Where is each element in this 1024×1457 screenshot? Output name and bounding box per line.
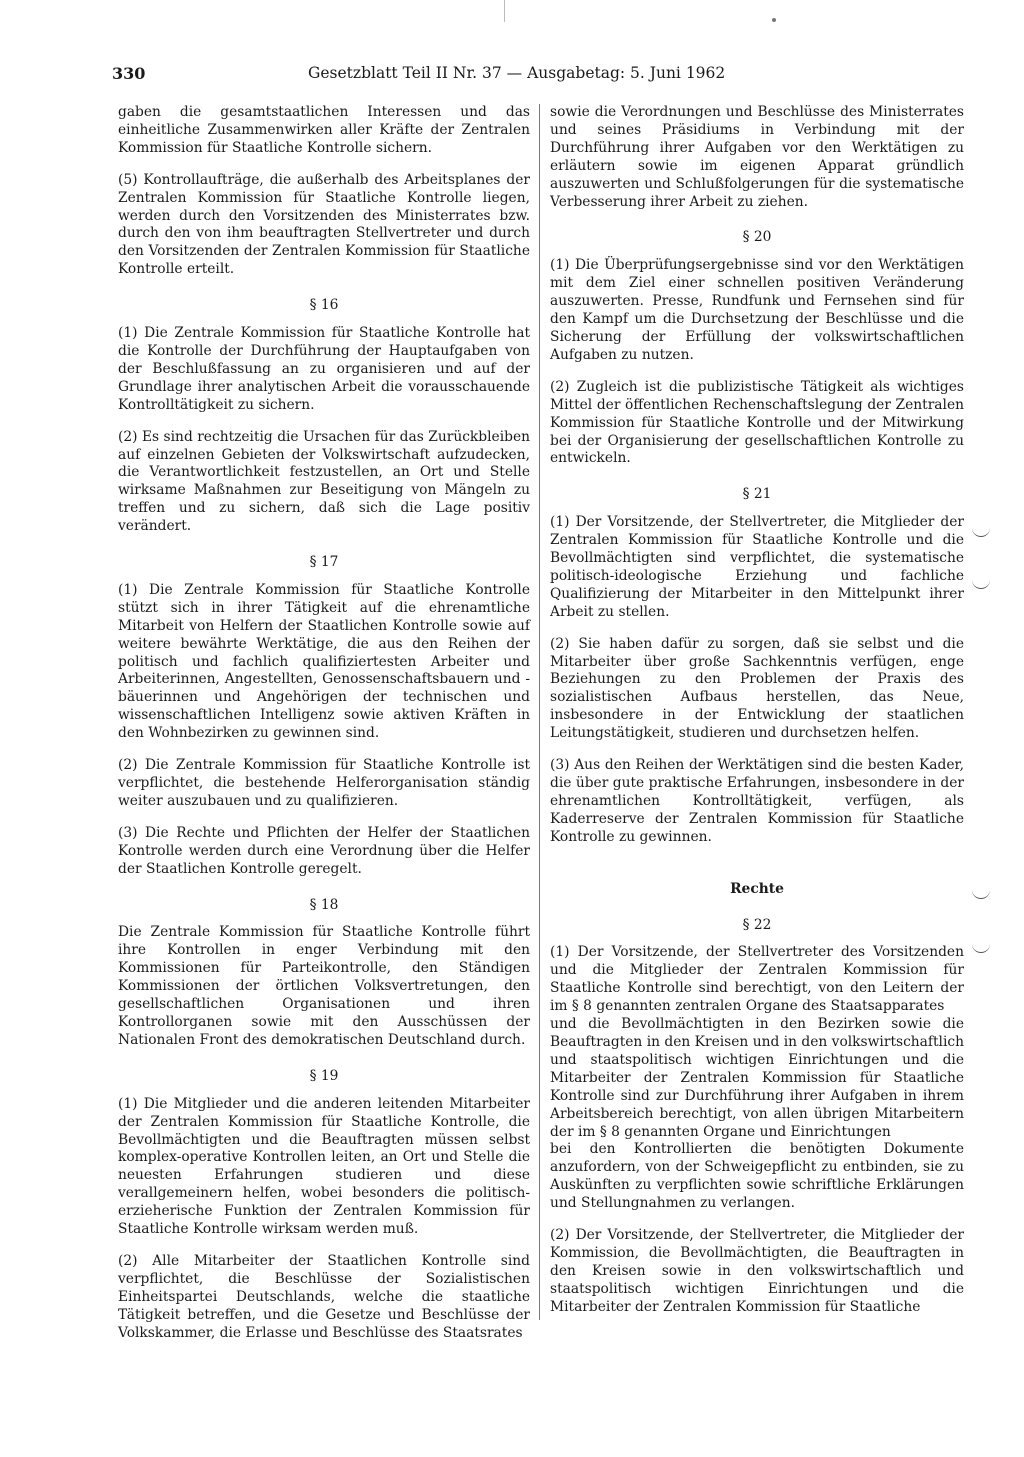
section-number: § 17 xyxy=(309,554,339,571)
margin-mark xyxy=(972,580,990,589)
paragraph: (1) Der Vorsitzende, der Stellvertreter des Vorsitzenden und die Mitglieder der Zentralen Kommission für Staatliche Kontrolle sind berechtigt, von den Leitern der im § 8 genannten zentralen Organe des Staatsapparates xyxy=(550,944,964,1015)
section-heading: Rechte xyxy=(730,880,784,897)
paragraph: (1) Der Vorsitzende, der Stellvertreter, die Mitglieder der Zentralen Kommission für Staatliche Kontrolle und die Bevollmächtigten sind verpflichtet, die systematische politisch-ideologische Erziehung und fachliche Qualifizierung der Mitarbeiter in den Mittelpunkt ihrer Arbeit zu stellen. xyxy=(550,514,964,620)
paragraph: (2) Es sind rechtzeitig die Ursachen für das Zurückbleiben auf einzelnen Gebieten der Volkswirtschaft aufzudecken, die Verantwortlichkeit festzustellen, an Ort und Stelle wirksame Maßnahmen zur Beseitigung von Mängeln zu treffen und zu sichern, daß sich die Lage positiv verändert. xyxy=(118,428,530,535)
left-column xyxy=(118,104,530,1356)
paragraph: sowie die Verordnungen und Beschlüsse des Ministerrates und seines Präsidiums in Verbindung mit der Durchführung ihrer Aufgaben vor den Werktätigen zu erläutern sowie im eigenen Apparat gründlich auszuwerten und Schlußfolgerungen für die systematische Verbesserung ihrer Arbeit zu ziehen. xyxy=(550,104,964,210)
section-number: § 16 xyxy=(309,297,339,314)
paragraph: (3) Aus den Reihen der Werktätigen sind die besten Kader, die über gute praktische Erfahrungen, insbesondere in der ehrenamtlichen Kontrolltätigkeit, verfügen, als Kaderreserve der Zentralen Kommission für Staatliche Kontrolle zu gewinnen. xyxy=(550,757,964,845)
paragraph: gaben die gesamtstaatlichen Interessen und das einheitliche Zusammenwirken aller Kräfte der Zentralen Kommission für Staatliche Kontrolle sichern. xyxy=(118,104,530,156)
margin-mark xyxy=(972,944,990,953)
paragraph: Die Zentrale Kommission für Staatliche Kontrolle führt ihre Kontrollen in enger Verbindung mit den Kommissionen für Parteikontrolle, den Ständigen Kommissionen der örtlichen Volksvertretungen, den gesellschaftlichen Organisationen und ihren Kontrollorganen sowie mit den Ausschüssen der Nationalen Front des demokratischen Deutschland durch. xyxy=(118,924,530,1048)
section-number: § 21 xyxy=(742,486,772,503)
right-column xyxy=(550,104,964,1331)
paragraph: (2) Sie haben dafür zu sorgen, daß sie selbst und die Mitarbeiter über große Sachkenntnis verfügen, enge Beziehungen zu den Problemen der Praxis des sozialistischen Aufbaus herstellen, das Neue, insbesondere in der Entwicklung der staatlichen Leitungstätigkeit, studieren und durchsetzen helfen. xyxy=(550,635,964,742)
paragraph: (3) Die Rechte und Pflichten der Helfer der Staatlichen Kontrolle werden durch eine Verordnung über die Helfer der Staatlichen Kontrolle geregelt. xyxy=(118,824,530,877)
section-number: § 18 xyxy=(309,896,339,913)
header-title: Gesetzblatt Teil II Nr. 37 — Ausgabetag: 5. Juni 1962 xyxy=(308,64,726,82)
paragraph: (5) Kontrollaufträge, die außerhalb des Arbeitsplanes der Zentralen Kommission für Staatliche Kontrolle liegen, werden durch den Vorsitzenden des Ministerrates bzw. durch den von ihm beauftragten Stellvertreter und durch den Vorsitzenden der Zentralen Kommission für Staatliche Kontrolle erteilt. xyxy=(118,171,530,278)
paragraph: (1) Die Überprüfungsergebnisse sind vor den Werktätigen mit dem Ziel einer schnellen positiven Veränderung auszuwerten. Presse, Rundfunk und Fernsehen sind für den Kampf um die Durchsetzung der Beschlüsse und die Sicherung der Erfüllung der volkswirtschaftlichen Aufgaben zu nutzen. xyxy=(550,257,964,363)
page-number: 330 xyxy=(112,64,146,83)
section-number: § 20 xyxy=(742,229,772,246)
scan-speck xyxy=(772,18,776,22)
section-number: § 22 xyxy=(742,916,772,933)
margin-mark xyxy=(972,528,990,537)
paragraph: (1) Die Zentrale Kommission für Staatliche Kontrolle hat die Kontrolle der Durchführung der Hauptaufgaben von der Beschlußfassung an zu organisieren und auf der Grundlage ihrer analytischen Arbeit die vorausschauende Kontrolltätigkeit zu sichern. xyxy=(118,325,530,413)
paragraph: und die Bevollmächtigten in den Bezirken sowie die Beauftragten in den Kreisen und in den volkswirtschaftlich und staatspolitisch wichtigen Einrichtungen und die Mitarbeiter der Zentralen Kommission für Staatliche Kontrolle sind zur Durchführung ihrer Aufgaben in ihrem Arbeitsbereich berechtigt, von allen übrigen Mitarbeitern der im § 8 genannten Organe und Einrichtungen xyxy=(550,1016,964,1140)
paragraph: (1) Die Zentrale Kommission für Staatliche Kontrolle stützt sich in ihrer Tätigkeit auf die ehrenamtliche Mitarbeit von Helfern der Staatlichen Kontrolle sowie auf weitere bewährte Werktätige, die aus den Reihen der politisch und fachlich qualifiziertesten Arbeiter und Arbeiterinnen, Angestellten, Genossenschaftsbauern und -bäuerinnen und Angehörigen der technischen und wissenschaftlichen Intelligenz sowie aktiven Kräften in den Wohnbezirken zu gewinnen sind. xyxy=(118,581,530,742)
scan-artifact xyxy=(504,0,505,22)
column-divider xyxy=(539,104,540,1320)
margin-mark xyxy=(972,890,990,899)
paragraph: (1) Die Mitglieder und die anderen leitenden Mitarbeiter der Zentralen Kommission für Staatliche Kontrolle, die Bevollmächtigten und die Beauftragten müssen selbst komplex-operative Kontrollen leiten, an Ort und Stelle die neuesten Erfahrungen studieren und diese verallgemeinern helfen, wobei besonders die politisch-erzieherische Funktion der Zentralen Kommission für Staatliche Kontrolle wirksam werden muß. xyxy=(118,1095,530,1238)
paragraph: (2) Alle Mitarbeiter der Staatlichen Kontrolle sind verpflichtet, die Beschlüsse der Sozialistischen Einheitspartei Deutschlands, welche die staatliche Tätigkeit betreffen, und die Gesetze und Beschlüsse der Volkskammer, die Erlasse und Beschlüsse des Staatsrates xyxy=(118,1252,530,1341)
paragraph: (2) Zugleich ist die publizistische Tätigkeit als wichtiges Mittel der öffentlichen Rechenschaftslegung der Zentralen Kommission für Staatliche Kontrolle und der Mitwirkung bei der Organisierung der gesellschaftlichen Kontrolle zu entwickeln. xyxy=(550,378,964,467)
paragraph: (2) Die Zentrale Kommission für Staatliche Kontrolle ist verpflichtet, die bestehende Helferorganisation ständig weiter auszubauen und zu qualifizieren. xyxy=(118,757,530,809)
paragraph: (2) Der Vorsitzende, der Stellvertreter, die Mitglieder der Kommission, die Bevollmächtigten, die Beauftragten in den Kreisen sowie in den volkswirtschaftlich und staatspolitisch wichtigen Einrichtungen und die Mitarbeiter der Zentralen Kommission für Staatliche xyxy=(550,1227,964,1315)
paragraph: bei den Kontrollierten die benötigten Dokumente anzufordern, von der Schweigepflicht zu entbinden, sie zu Auskünften zu verpflichten sowie schriftliche Erklärungen und Stellungnahmen zu verlangen. xyxy=(550,1141,964,1212)
page-header xyxy=(112,64,966,88)
section-number: § 19 xyxy=(309,1067,339,1084)
